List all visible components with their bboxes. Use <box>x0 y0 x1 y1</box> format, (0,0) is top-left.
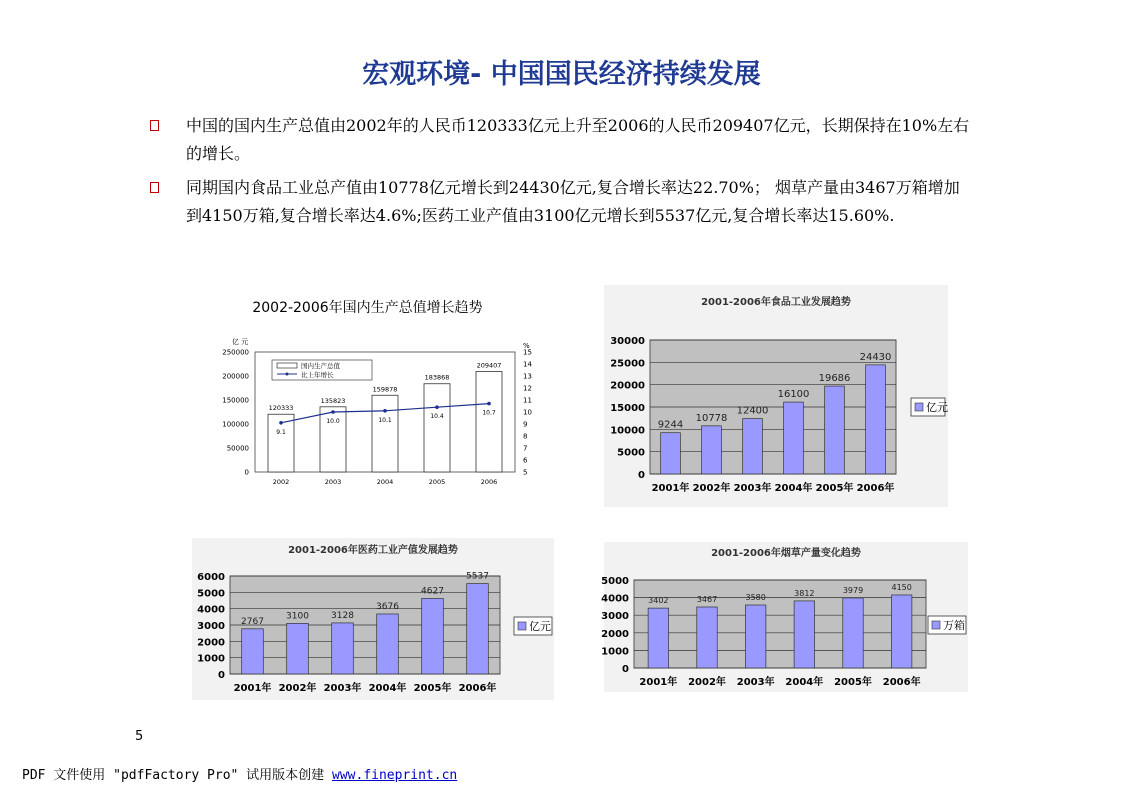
data-label: 3128 <box>331 610 354 621</box>
y-tick-label: 5000 <box>617 447 645 459</box>
x-tick-label: 2004年 <box>785 677 824 688</box>
x-tick-label: 2003年 <box>733 483 772 494</box>
y-tick-label: 2000 <box>601 628 629 640</box>
legend-label: 比上年增长 <box>301 371 334 379</box>
y-tick-label: 5000 <box>197 588 225 600</box>
bar <box>866 365 886 474</box>
x-tick-label: 2005年 <box>815 483 854 494</box>
bullet-list <box>150 112 970 236</box>
legend-label: 亿元 <box>926 401 948 414</box>
bullet-text: 中国的国内生产总值由2002年的人民币120333亿元上升至2006的人民币209407亿元，长期保持在10%左右的增长。 <box>186 116 970 163</box>
bullet-item-gdp <box>150 112 970 168</box>
bar <box>287 623 309 674</box>
bar <box>794 601 814 668</box>
x-tick-label: 2002年 <box>278 683 317 694</box>
data-label: 183868 <box>424 373 450 382</box>
plot-area <box>634 580 926 668</box>
y-tick-label: 100000 <box>222 420 249 429</box>
bar <box>702 426 722 474</box>
y-tick-label: 20000 <box>610 380 645 392</box>
legend-swatch <box>277 363 297 368</box>
y-tick-label: 250000 <box>222 348 249 357</box>
data-label: 9244 <box>657 419 684 431</box>
data-label: 3402 <box>648 596 669 606</box>
bar <box>784 402 804 474</box>
gdp-chart <box>195 290 540 500</box>
bar <box>476 371 502 472</box>
chart-legend <box>514 617 552 635</box>
tobacco-output-chart <box>601 542 968 692</box>
line-point <box>487 402 491 406</box>
bar <box>424 384 450 472</box>
bar <box>372 395 398 472</box>
legend-swatch <box>518 622 526 630</box>
y2-tick-label: 6 <box>523 456 528 465</box>
data-label: 3979 <box>842 585 864 595</box>
x-tick-label: 2006年 <box>458 683 497 694</box>
food-industry-chart <box>604 285 948 507</box>
data-label: 3580 <box>745 592 766 602</box>
x-tick-label: 2003 <box>324 478 342 486</box>
y2-tick-label: 8 <box>523 432 528 441</box>
y-tick-label: 0 <box>638 470 645 481</box>
y2-tick-label: 7 <box>523 444 528 453</box>
chart-title: 2001-2006年烟草产量变化趋势 <box>711 548 861 559</box>
line-point <box>331 410 335 414</box>
y-tick-label: 2000 <box>197 637 225 649</box>
footer-text: PDF 文件使用 "pdfFactory Pro" 试用版本创建 <box>22 768 333 783</box>
chart-title: 2001-2006年食品工业发展趋势 <box>701 297 851 308</box>
y2-tick-label: 10 <box>523 408 532 417</box>
y-tick-label: 0 <box>622 664 629 675</box>
bar <box>242 629 264 674</box>
page-number: 5 <box>135 729 144 744</box>
y-tick-label: 30000 <box>610 336 645 347</box>
bar <box>467 584 489 674</box>
x-tick-label: 2005 <box>428 478 446 486</box>
data-label: 3676 <box>376 601 399 612</box>
y2-tick-label: 15 <box>523 348 532 357</box>
line-data-label: 10.7 <box>482 409 496 417</box>
bar <box>743 419 763 474</box>
chart-svg <box>601 542 968 692</box>
x-tick-label: 2005年 <box>834 677 872 688</box>
legend-marker <box>286 373 289 376</box>
x-tick-label: 2004年 <box>368 683 407 694</box>
y2-tick-label: 9 <box>523 420 528 429</box>
bar <box>320 407 346 472</box>
bar <box>843 598 863 668</box>
data-label: 4150 <box>891 582 912 592</box>
y-tick-label: 0 <box>244 468 249 477</box>
y-tick-label: 200000 <box>222 372 249 381</box>
data-label: 16100 <box>777 389 810 401</box>
data-label: 3467 <box>696 594 718 604</box>
y2-tick-label: 5 <box>523 468 528 477</box>
data-label: 2767 <box>241 616 264 627</box>
bar <box>891 595 911 668</box>
y2-axis-label: % <box>523 342 530 350</box>
line-data-label: 10.4 <box>430 413 444 421</box>
data-label: 209407 <box>476 361 502 370</box>
y-tick-label: 3000 <box>197 621 225 632</box>
y-tick-label: 4000 <box>197 604 225 616</box>
x-tick-label: 2001年 <box>639 677 678 688</box>
x-tick-label: 2004 <box>376 478 394 486</box>
x-tick-label: 2002 <box>272 478 290 486</box>
bullet-marker-icon <box>150 182 159 193</box>
y2-tick-label: 14 <box>523 360 532 369</box>
y-tick-label: 1000 <box>197 653 225 665</box>
footer <box>22 764 457 783</box>
y2-tick-label: 13 <box>523 372 532 381</box>
bar <box>661 433 681 474</box>
data-label: 19686 <box>818 373 851 385</box>
line-point <box>383 409 387 413</box>
data-label: 12400 <box>736 405 769 417</box>
data-label: 24430 <box>859 351 892 363</box>
x-tick-label: 2006 <box>480 478 498 486</box>
x-tick-label: 2001年 <box>233 683 272 694</box>
data-label: 159878 <box>372 385 398 394</box>
legend-label: 万箱 <box>943 619 965 632</box>
data-label: 3812 <box>794 588 815 598</box>
line-data-label: 9.1 <box>276 428 286 436</box>
chart-legend <box>911 398 948 416</box>
legend-label: 国内生产总值 <box>301 362 340 370</box>
line-data-label: 10.0 <box>326 418 340 425</box>
y-tick-label: 6000 <box>197 572 225 583</box>
chart-svg <box>604 285 948 507</box>
data-label: 4627 <box>421 586 444 597</box>
data-label: 135823 <box>320 396 346 405</box>
y-tick-label: 25000 <box>610 358 645 370</box>
legend-swatch <box>915 403 923 411</box>
bullet-marker-icon <box>150 120 159 131</box>
page-title: 宏观环境- 中国国民经济持续发展 <box>362 59 761 90</box>
y-tick-label: 15000 <box>610 403 645 414</box>
data-label: 10778 <box>695 412 728 424</box>
bar <box>422 598 444 674</box>
bar <box>697 607 717 668</box>
data-label: 3100 <box>286 611 309 622</box>
medicine-industry-chart <box>192 538 554 700</box>
bar <box>648 608 668 668</box>
y-tick-label: 3000 <box>601 611 629 623</box>
y-tick-label: 150000 <box>222 396 249 405</box>
chart-title: 2001-2006年医药工业产值发展趋势 <box>288 545 458 556</box>
bullet-item-industry <box>150 174 970 230</box>
bar <box>745 605 765 668</box>
legend-label: 亿元 <box>529 620 551 633</box>
chart-title: 2002-2006年国内生产总值增长趋势 <box>252 300 483 316</box>
x-tick-label: 2001年 <box>651 483 690 494</box>
line-point <box>279 421 283 425</box>
y2-tick-label: 12 <box>523 384 532 393</box>
x-tick-label: 2004年 <box>774 483 813 494</box>
y2-tick-label: 11 <box>523 396 532 405</box>
data-label: 120333 <box>268 404 294 413</box>
y-tick-label: 50000 <box>226 444 249 453</box>
chart-svg <box>195 290 540 500</box>
y-tick-label: 1000 <box>601 646 629 658</box>
bullet-text: 同期国内食品工业总产值由10778亿元增长到24430亿元,复合增长率达22.70%； 烟草产量由3467万箱增加到4150万箱,复合增长率达4.6%;医药工业产值由3100亿元增长到5537亿元,复合增长率达15.60%. <box>186 178 960 225</box>
line-point <box>435 405 439 409</box>
y-tick-label: 10000 <box>610 425 645 437</box>
y-tick-label: 4000 <box>601 593 629 605</box>
y-axis-label: 亿 元 <box>232 338 249 346</box>
bar <box>377 614 399 674</box>
legend-swatch <box>932 621 940 629</box>
x-tick-label: 2002年 <box>692 483 731 494</box>
x-tick-label: 2003年 <box>323 683 362 694</box>
bar <box>825 386 845 474</box>
x-tick-label: 2005年 <box>413 683 452 694</box>
data-label: 5537 <box>466 571 489 582</box>
y-tick-label: 5000 <box>601 576 629 587</box>
y-tick-label: 0 <box>218 670 225 681</box>
footer-link[interactable]: www.fineprint.cn <box>332 768 458 783</box>
x-tick-label: 2003年 <box>736 677 775 688</box>
line-data-label: 10.1 <box>378 416 392 424</box>
x-tick-label: 2006年 <box>882 677 921 688</box>
x-tick-label: 2002年 <box>688 677 726 688</box>
bar <box>332 623 354 674</box>
chart-svg <box>192 538 554 700</box>
x-tick-label: 2006年 <box>856 483 895 494</box>
chart-legend <box>272 360 372 380</box>
chart-legend <box>928 616 966 634</box>
